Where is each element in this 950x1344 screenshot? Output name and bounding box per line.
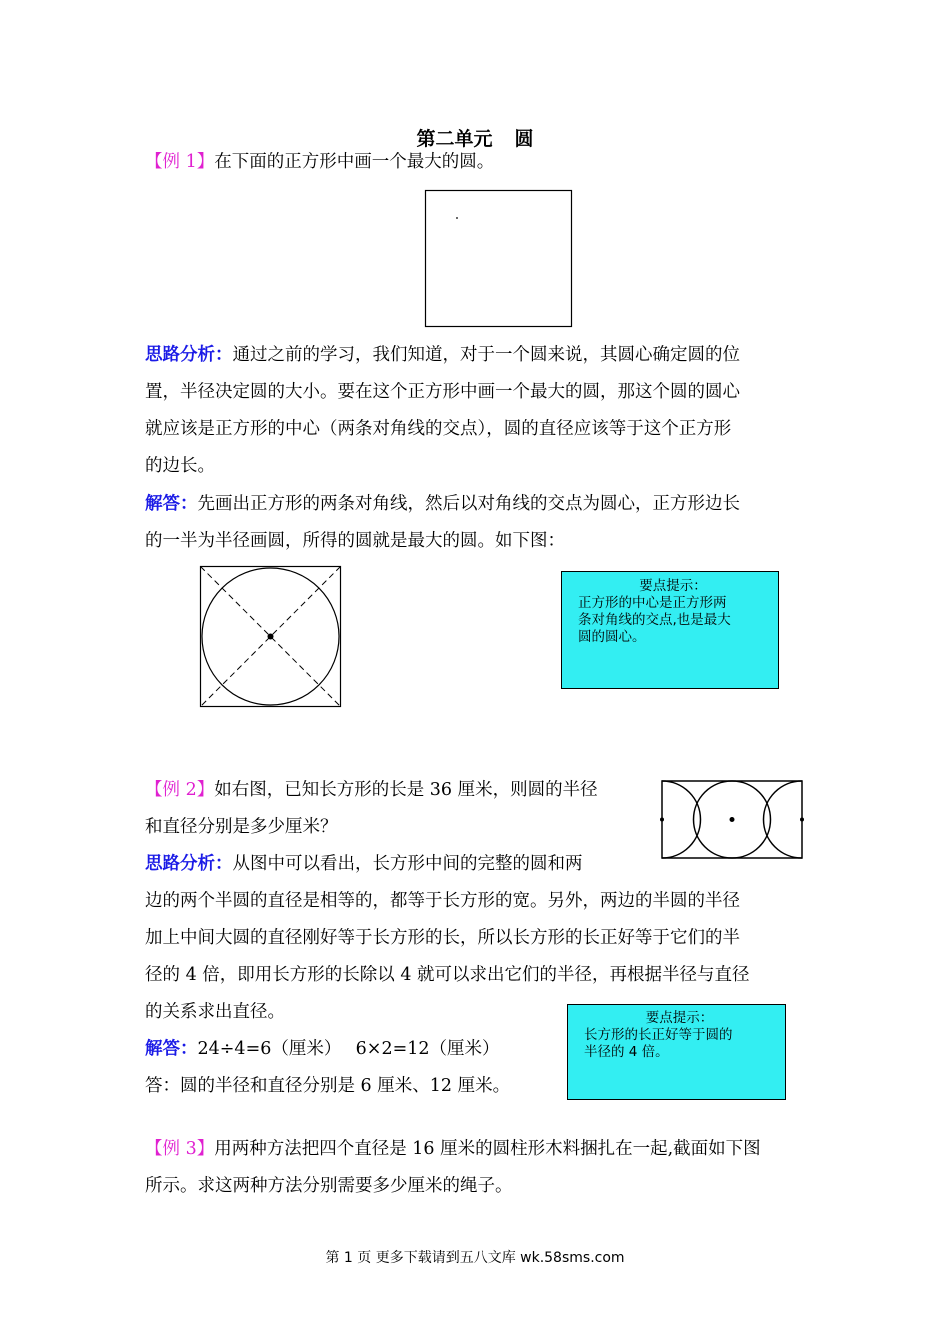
example2-analysis-label: 思路分析： <box>145 854 233 874</box>
example3-tag: 【例 3】 <box>145 1139 215 1159</box>
example2-question-line-2: 和直径分别是多少厘米？ <box>145 817 338 837</box>
tip-header: 要点提示： <box>645 1010 714 1026</box>
middle-center-dot <box>730 817 735 822</box>
example2-answer-line: 解答：24÷4=6（厘米） 6×2=12（厘米） <box>145 1039 500 1059</box>
example3-question-line-1: 【例 3】用两种方法把四个直径是 16 厘米的圆柱形木料捆扎在一起,截面如下图 <box>145 1139 761 1159</box>
example2-conclusion: 答：圆的半径和直径分别是 6 厘米、12 厘米。 <box>145 1076 511 1096</box>
example1-tag: 【例 1】 <box>145 152 215 172</box>
tip-line: 正方形的中心是正方形两 <box>578 595 727 611</box>
page-footer: 第 1 页 更多下载请到五八文库 wk.58sms.com <box>325 1250 625 1266</box>
example1-analysis-line-3: 就应该是正方形的中心（两条对角线的交点），圆的直径应该等于这个正方形 <box>145 419 732 439</box>
example1-answer-line-1: 解答：先画出正方形的两条对角线，然后以对角线的交点为圆心，正方形边长 <box>145 494 740 514</box>
example1-analysis-label: 思路分析： <box>145 345 233 365</box>
example1-question: 【例 1】在下面的正方形中画一个最大的圆。 <box>145 152 495 172</box>
tip-line: 长方形的长正好等于圆的 <box>584 1027 733 1043</box>
center-dot <box>456 217 458 219</box>
square-shape <box>426 191 572 327</box>
page-title: 第二单元 圆 <box>416 128 534 150</box>
example2-analysis-line-4: 径的 4 倍，即用长方形的长除以 4 就可以求出它们的半径，再根据半径与直径 <box>145 965 750 985</box>
example2-analysis-line-3: 加上中间大圆的直径刚好等于长方形的长，所以长方形的长正好等于它们的半 <box>145 928 740 948</box>
example2-analysis-line-5: 的关系求出直径。 <box>145 1002 285 1022</box>
tip-line: 条对角线的交点,也是最大 <box>578 612 731 628</box>
example1-circle-in-square-figure <box>200 566 350 714</box>
example2-question-line-1: 【例 2】如右图，已知长方形的长是 36 厘米，则圆的半径 <box>145 780 598 800</box>
center-point <box>268 634 274 640</box>
example1-square-figure <box>425 190 573 328</box>
example1-analysis-line-1: 思路分析：通过之前的学习，我们知道，对于一个圆来说，其圆心确定圆的位 <box>145 345 740 365</box>
tip-line: 圆的圆心。 <box>578 629 646 645</box>
example3-question-line-2: 所示。求这两种方法分别需要多少厘米的绳子。 <box>145 1176 513 1196</box>
right-center-dot <box>800 818 804 822</box>
example2-analysis-line-2: 边的两个半圆的直径是相等的，都等于长方形的宽。另外，两边的半圆的半径 <box>145 891 740 911</box>
example1-analysis-line-4: 的边长。 <box>145 456 215 476</box>
example2-analysis-line-1: 思路分析：从图中可以看出，长方形中间的完整的圆和两 <box>145 854 583 874</box>
tip-header: 要点提示： <box>639 578 707 594</box>
right-semicircle <box>764 781 803 858</box>
example2-rectangle-circles-figure <box>659 780 807 862</box>
example1-analysis-line-2: 置，半径决定圆的大小。要在这个正方形中画一个最大的圆，那这个圆的圆心 <box>145 382 740 402</box>
example2-tag: 【例 2】 <box>145 780 215 800</box>
left-center-dot <box>660 818 664 822</box>
example1-answer-line-2: 的一半为半径画圆，所得的圆就是最大的圆。如下图： <box>145 531 565 551</box>
example1-tip-box <box>561 571 779 689</box>
tip-line: 半径的 4 倍。 <box>584 1044 669 1060</box>
left-semicircle <box>662 781 701 858</box>
example2-answer-label: 解答： <box>145 1039 198 1059</box>
example2-tip-box <box>567 1004 786 1100</box>
example1-answer-label: 解答： <box>145 494 198 514</box>
